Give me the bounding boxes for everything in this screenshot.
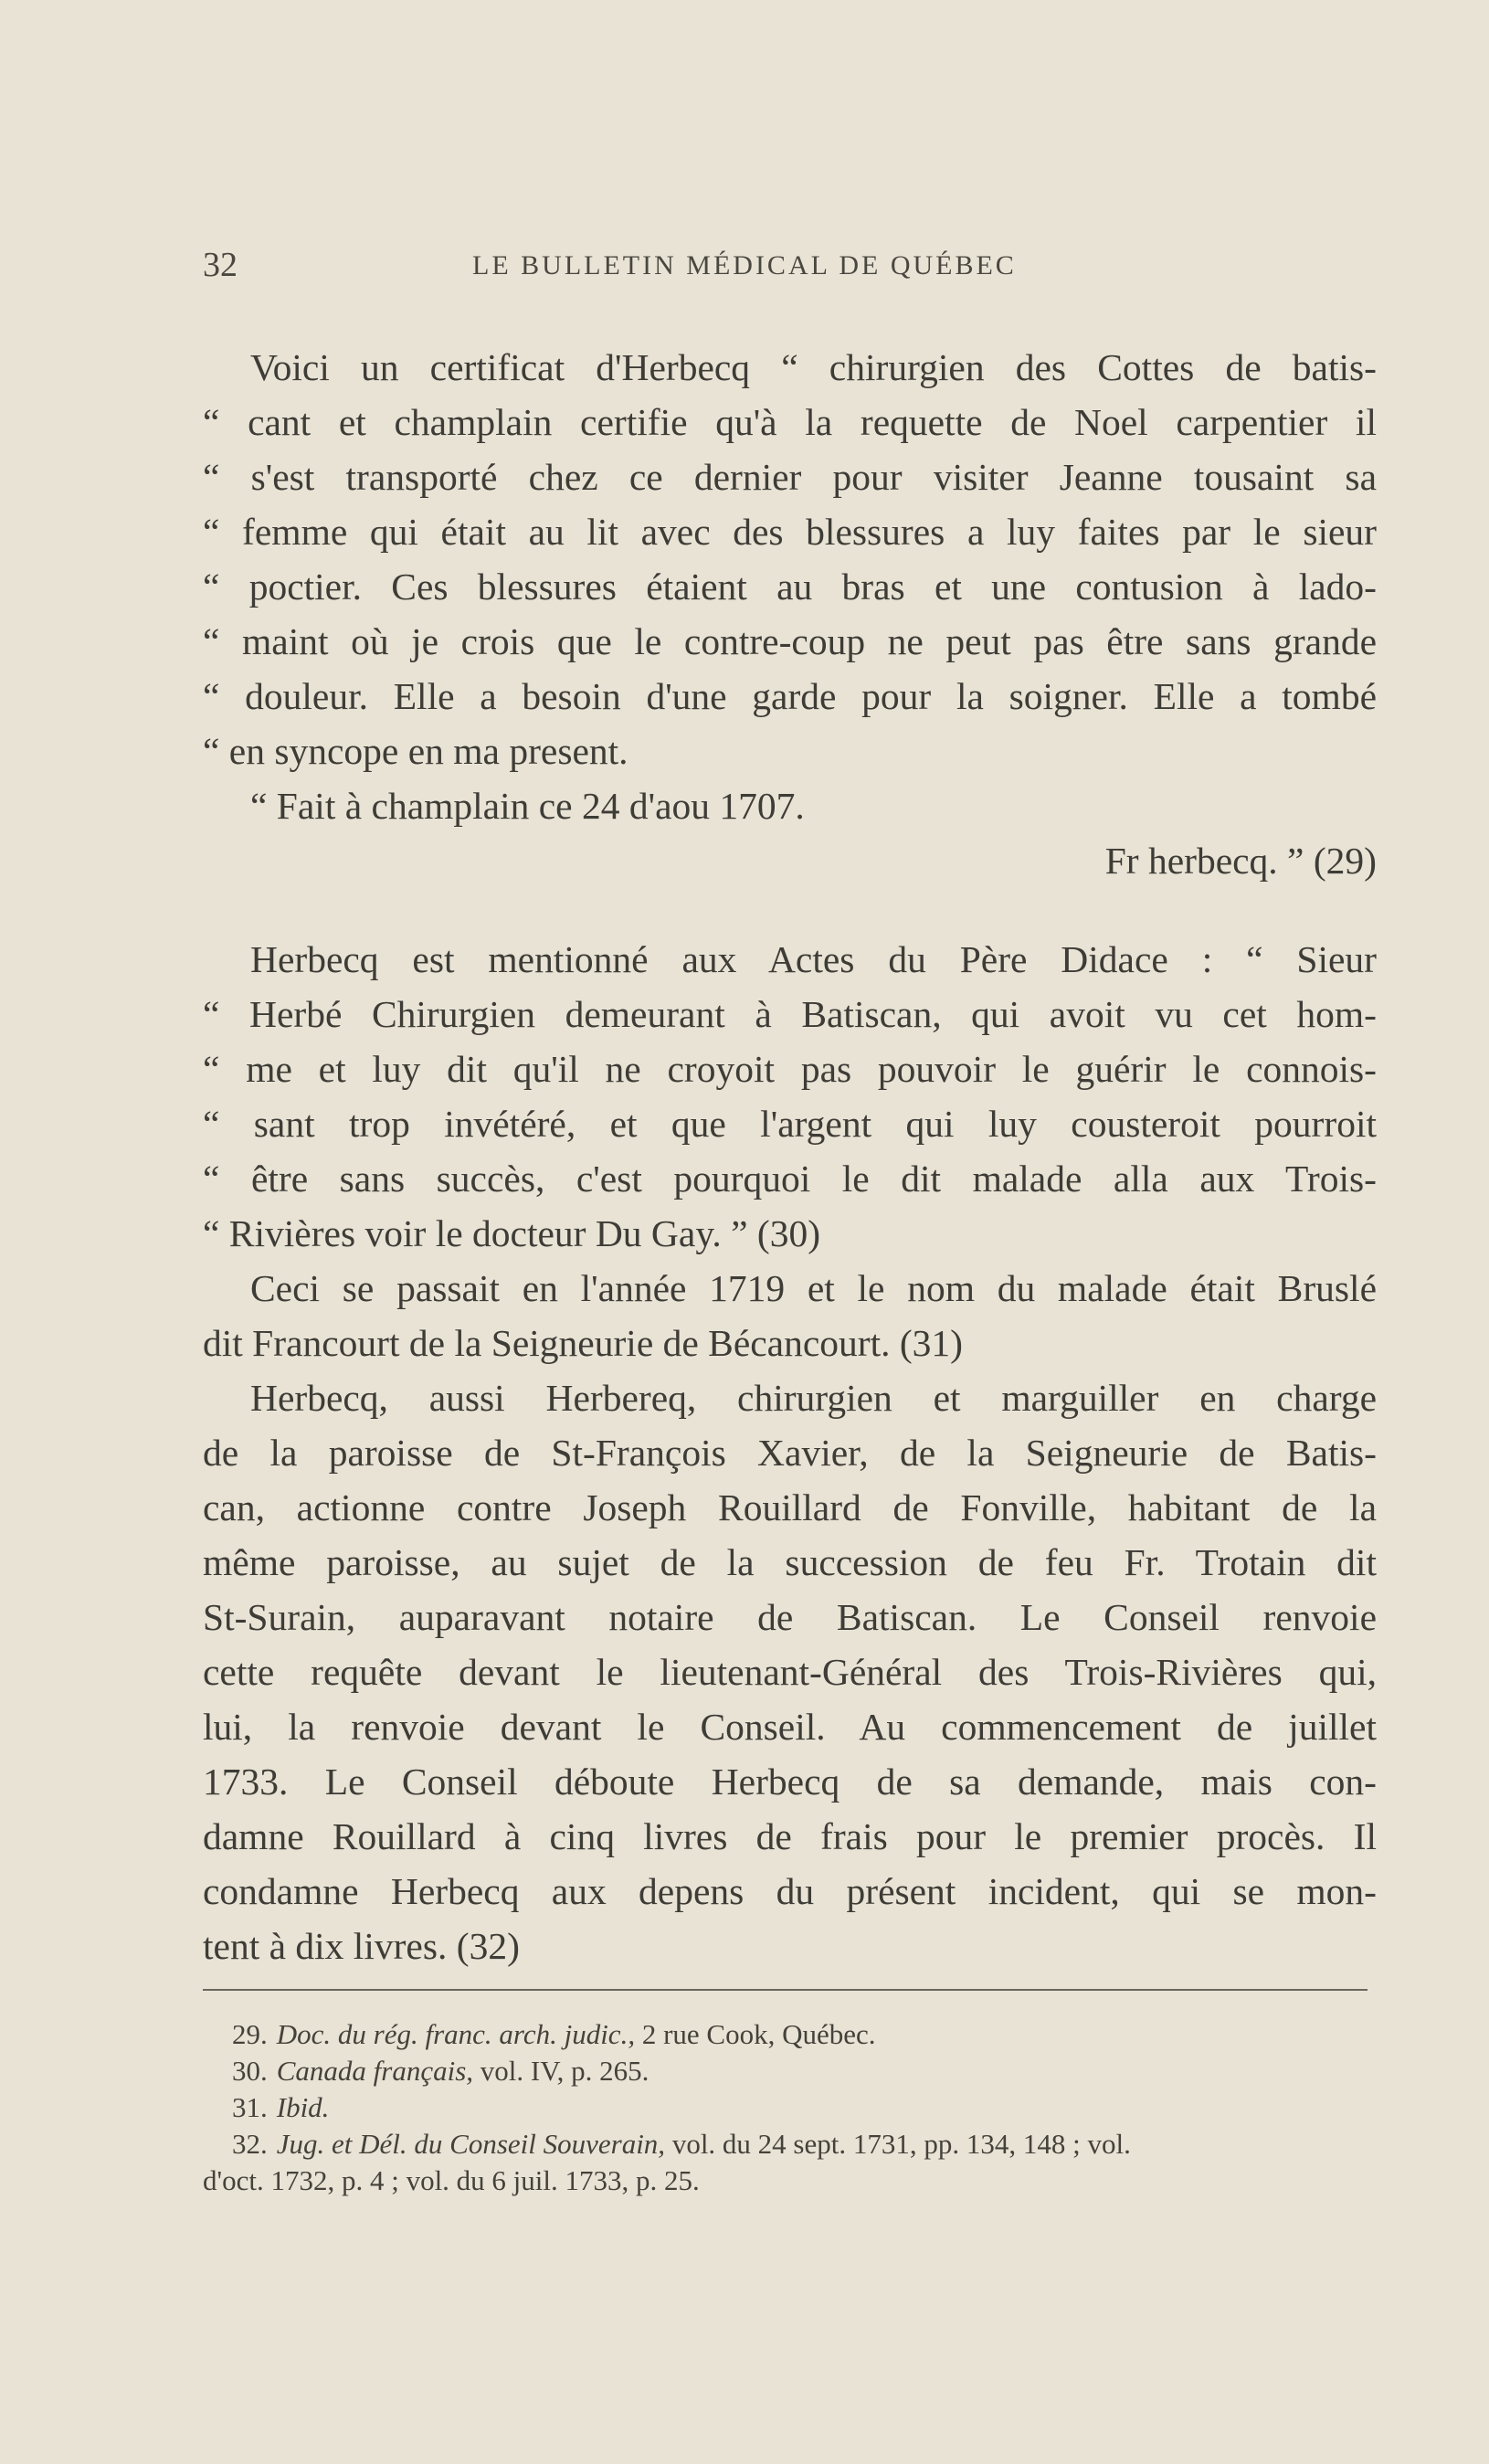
footnotes bbox=[203, 2016, 1377, 2199]
page-number: 32 bbox=[203, 246, 238, 284]
footnote-source: Ibid. bbox=[276, 2091, 330, 2123]
footnote-31 bbox=[203, 2089, 1377, 2126]
text-line: St-Surain, auparavant notaire de Batiscan. Le Conseil renvoie bbox=[203, 1596, 1377, 1638]
text-line: 1733. Le Conseil déboute Herbecq de sa demande, mais con- bbox=[203, 1761, 1377, 1803]
body-text bbox=[203, 340, 1377, 1973]
text-line: Herbecq, aussi Herbereq, chirurgien et marguiller en charge bbox=[250, 1377, 1377, 1419]
text-line: Herbecq est mentionné aux Actes du Père Didace : “ Sieur bbox=[250, 938, 1377, 980]
footnote-source: Jug. et Dél. du Conseil Souverain, bbox=[276, 2128, 666, 2160]
paragraph-gap bbox=[203, 888, 1377, 932]
footnote-number: 32. bbox=[232, 2128, 268, 2160]
text-line: lui, la renvoie devant le Conseil. Au commencement de juillet bbox=[203, 1706, 1377, 1748]
text-line: cette requête devant le lieutenant-Général des Trois-Rivières qui, bbox=[203, 1651, 1377, 1693]
text-line: “ cant et champlain certifie qu'à la requette de Noel carpentier il bbox=[203, 401, 1377, 443]
footnote-29 bbox=[203, 2016, 1377, 2053]
text-line: même paroisse, au sujet de la succession de feu Fr. Trotain dit bbox=[203, 1541, 1377, 1583]
text-line: “ maint où je crois que le contre-coup ne peut pas être sans grande bbox=[203, 620, 1377, 662]
text-line: “ douleur. Elle a besoin d'une garde pour la soigner. Elle a tombé bbox=[203, 675, 1377, 717]
footnote-detail: vol. du 24 sept. 1731, pp. 134, 148 ; vol. bbox=[665, 2128, 1131, 2160]
footnote-source: Doc. du rég. franc. arch. judic., bbox=[276, 2018, 636, 2050]
text-line: “ me et luy dit qu'il ne croyoit pas pouvoir le guérir le connois- bbox=[203, 1048, 1377, 1090]
running-title: LE BULLETIN MÉDICAL DE QUÉBEC bbox=[472, 250, 1017, 280]
text-line: “ sant trop invétéré, et que l'argent qui luy cousteroit pourroit bbox=[203, 1103, 1377, 1145]
text-line: “ femme qui était au lit avec des blessures a luy faites par le sieur bbox=[203, 511, 1377, 553]
text-line: “ en syncope en ma present. bbox=[203, 730, 628, 772]
text-line: “ être sans succès, c'est pourquoi le dit malade alla aux Trois- bbox=[203, 1158, 1377, 1200]
footnote-number: 31. bbox=[232, 2091, 268, 2123]
certificate-signature: Fr herbecq. ” (29) bbox=[1104, 840, 1377, 882]
text-line: de la paroisse de St-François Xavier, de la Seigneurie de Batis- bbox=[203, 1432, 1377, 1474]
footnote-30 bbox=[203, 2053, 1377, 2089]
text-line: “ Rivières voir le docteur Du Gay. ” (30) bbox=[203, 1212, 821, 1254]
footnote-divider bbox=[203, 1989, 1368, 1991]
certificate-date: “ Fait à champlain ce 24 d'aou 1707. bbox=[250, 785, 805, 827]
text-line: Voici un certificat d'Herbecq “ chirurgien des Cottes de batis- bbox=[250, 346, 1377, 388]
page-header bbox=[203, 245, 1381, 291]
text-line: dit Francourt de la Seigneurie de Bécancourt. (31) bbox=[203, 1322, 964, 1364]
footnote-source: Canada français, bbox=[276, 2055, 474, 2087]
text-line: “ poctier. Ces blessures étaient au bras et une contusion à lado- bbox=[203, 566, 1377, 608]
footnote-detail: 2 rue Cook, Québec. bbox=[635, 2018, 876, 2050]
footnote-number: 29. bbox=[232, 2018, 268, 2050]
text-line: damne Rouillard à cinq livres de frais pour le premier procès. Il bbox=[203, 1815, 1377, 1857]
text-line: can, actionne contre Joseph Rouillard de Fonville, habitant de la bbox=[203, 1486, 1377, 1528]
text-line: tent à dix livres. (32) bbox=[203, 1925, 520, 1967]
footnote-number: 30. bbox=[232, 2055, 268, 2087]
footnote-detail: vol. IV, p. 265. bbox=[473, 2055, 649, 2087]
footnote-32 bbox=[203, 2126, 1377, 2163]
footnote-32-continuation: d'oct. 1732, p. 4 ; vol. du 6 juil. 1733, p. 25. bbox=[203, 2164, 700, 2196]
text-line: condamne Herbecq aux depens du présent incident, qui se mon- bbox=[203, 1870, 1377, 1912]
text-line: Ceci se passait en l'année 1719 et le nom du malade était Bruslé bbox=[250, 1267, 1377, 1309]
text-line: “ s'est transporté chez ce dernier pour visiter Jeanne tousaint sa bbox=[203, 456, 1377, 498]
text-line: “ Herbé Chirurgien demeurant à Batiscan, qui avoit vu cet hom- bbox=[203, 993, 1377, 1035]
